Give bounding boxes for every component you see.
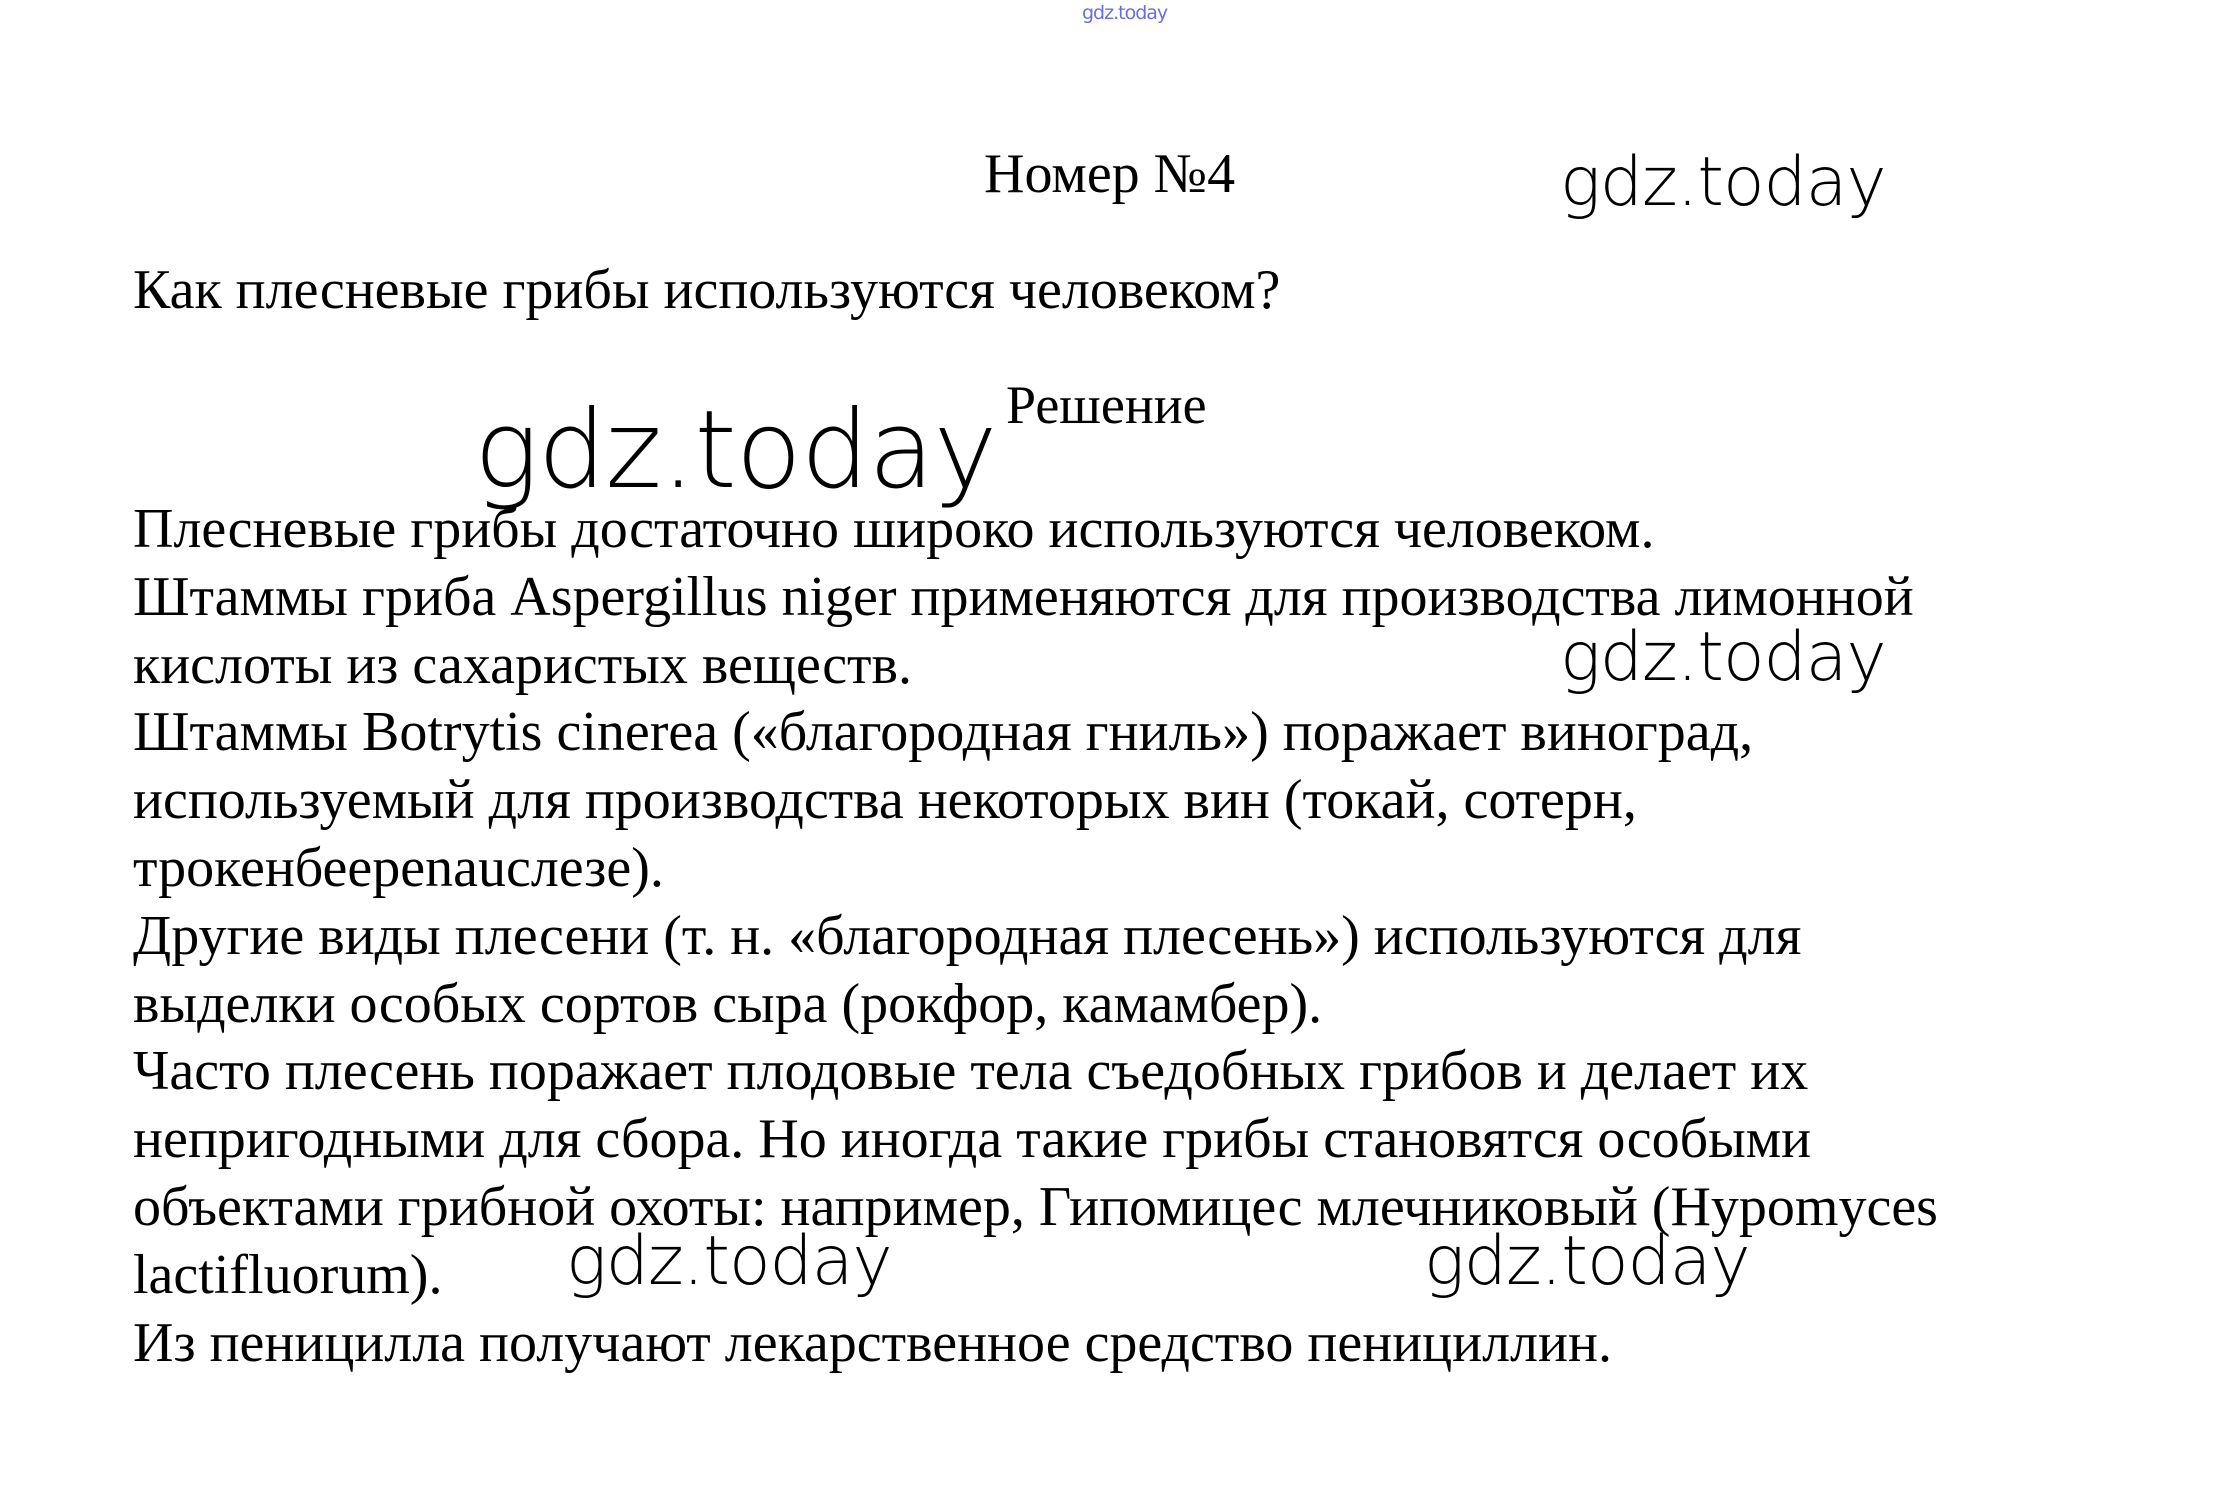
watermark: gdz.today <box>1560 143 1886 222</box>
solution-heading: Решение <box>1006 375 1207 435</box>
watermark: gdz.today <box>1560 618 1886 697</box>
answer-line: кислоты из сахаристых веществ. <box>133 633 912 696</box>
answer-line: выделки особых сортов сыра (рокфор, камамбер). <box>133 972 1323 1035</box>
task-number-heading: Номер №4 <box>984 143 1236 205</box>
question-text: Как плесневые грибы используются человеком? <box>133 259 1281 321</box>
watermark: gdz.today <box>1424 1222 1750 1301</box>
answer-line: Штаммы Botrytis cinerea («благородная гниль») поражает виноград, <box>133 701 1754 764</box>
top-watermark: gdz.today <box>1082 2 1168 24</box>
answer-text <box>133 496 2193 1377</box>
answer-line: lactifluorum). <box>133 1243 443 1306</box>
watermark: gdz.today <box>474 388 997 513</box>
answer-line: объектами грибной охоты: например, Гипомицес млечниковый (Hypomyces <box>133 1175 1938 1238</box>
answer-line: Штаммы гриба Aspergillus niger применяются для производства лимонной <box>133 565 1914 628</box>
answer-line: Из пеницилла получают лекарственное средство пенициллин. <box>133 1311 1612 1374</box>
answer-line: трокенбеереnauслезе). <box>133 836 664 899</box>
answer-line: используемый для производства некоторых вин (токай, сотерн, <box>133 769 1637 832</box>
answer-line: непригодными для сбора. Но иногда такие грибы становятся особыми <box>133 1108 1812 1171</box>
answer-line: Другие виды плесени (т. н. «благородная плесень») используются для <box>133 904 1802 967</box>
answer-line: Часто плесень поражает плодовые тела съедобных грибов и делает их <box>133 1040 1809 1103</box>
watermark: gdz.today <box>566 1222 892 1301</box>
answer-line: Плесневые грибы достаточно широко используются человеком. <box>133 498 1655 560</box>
